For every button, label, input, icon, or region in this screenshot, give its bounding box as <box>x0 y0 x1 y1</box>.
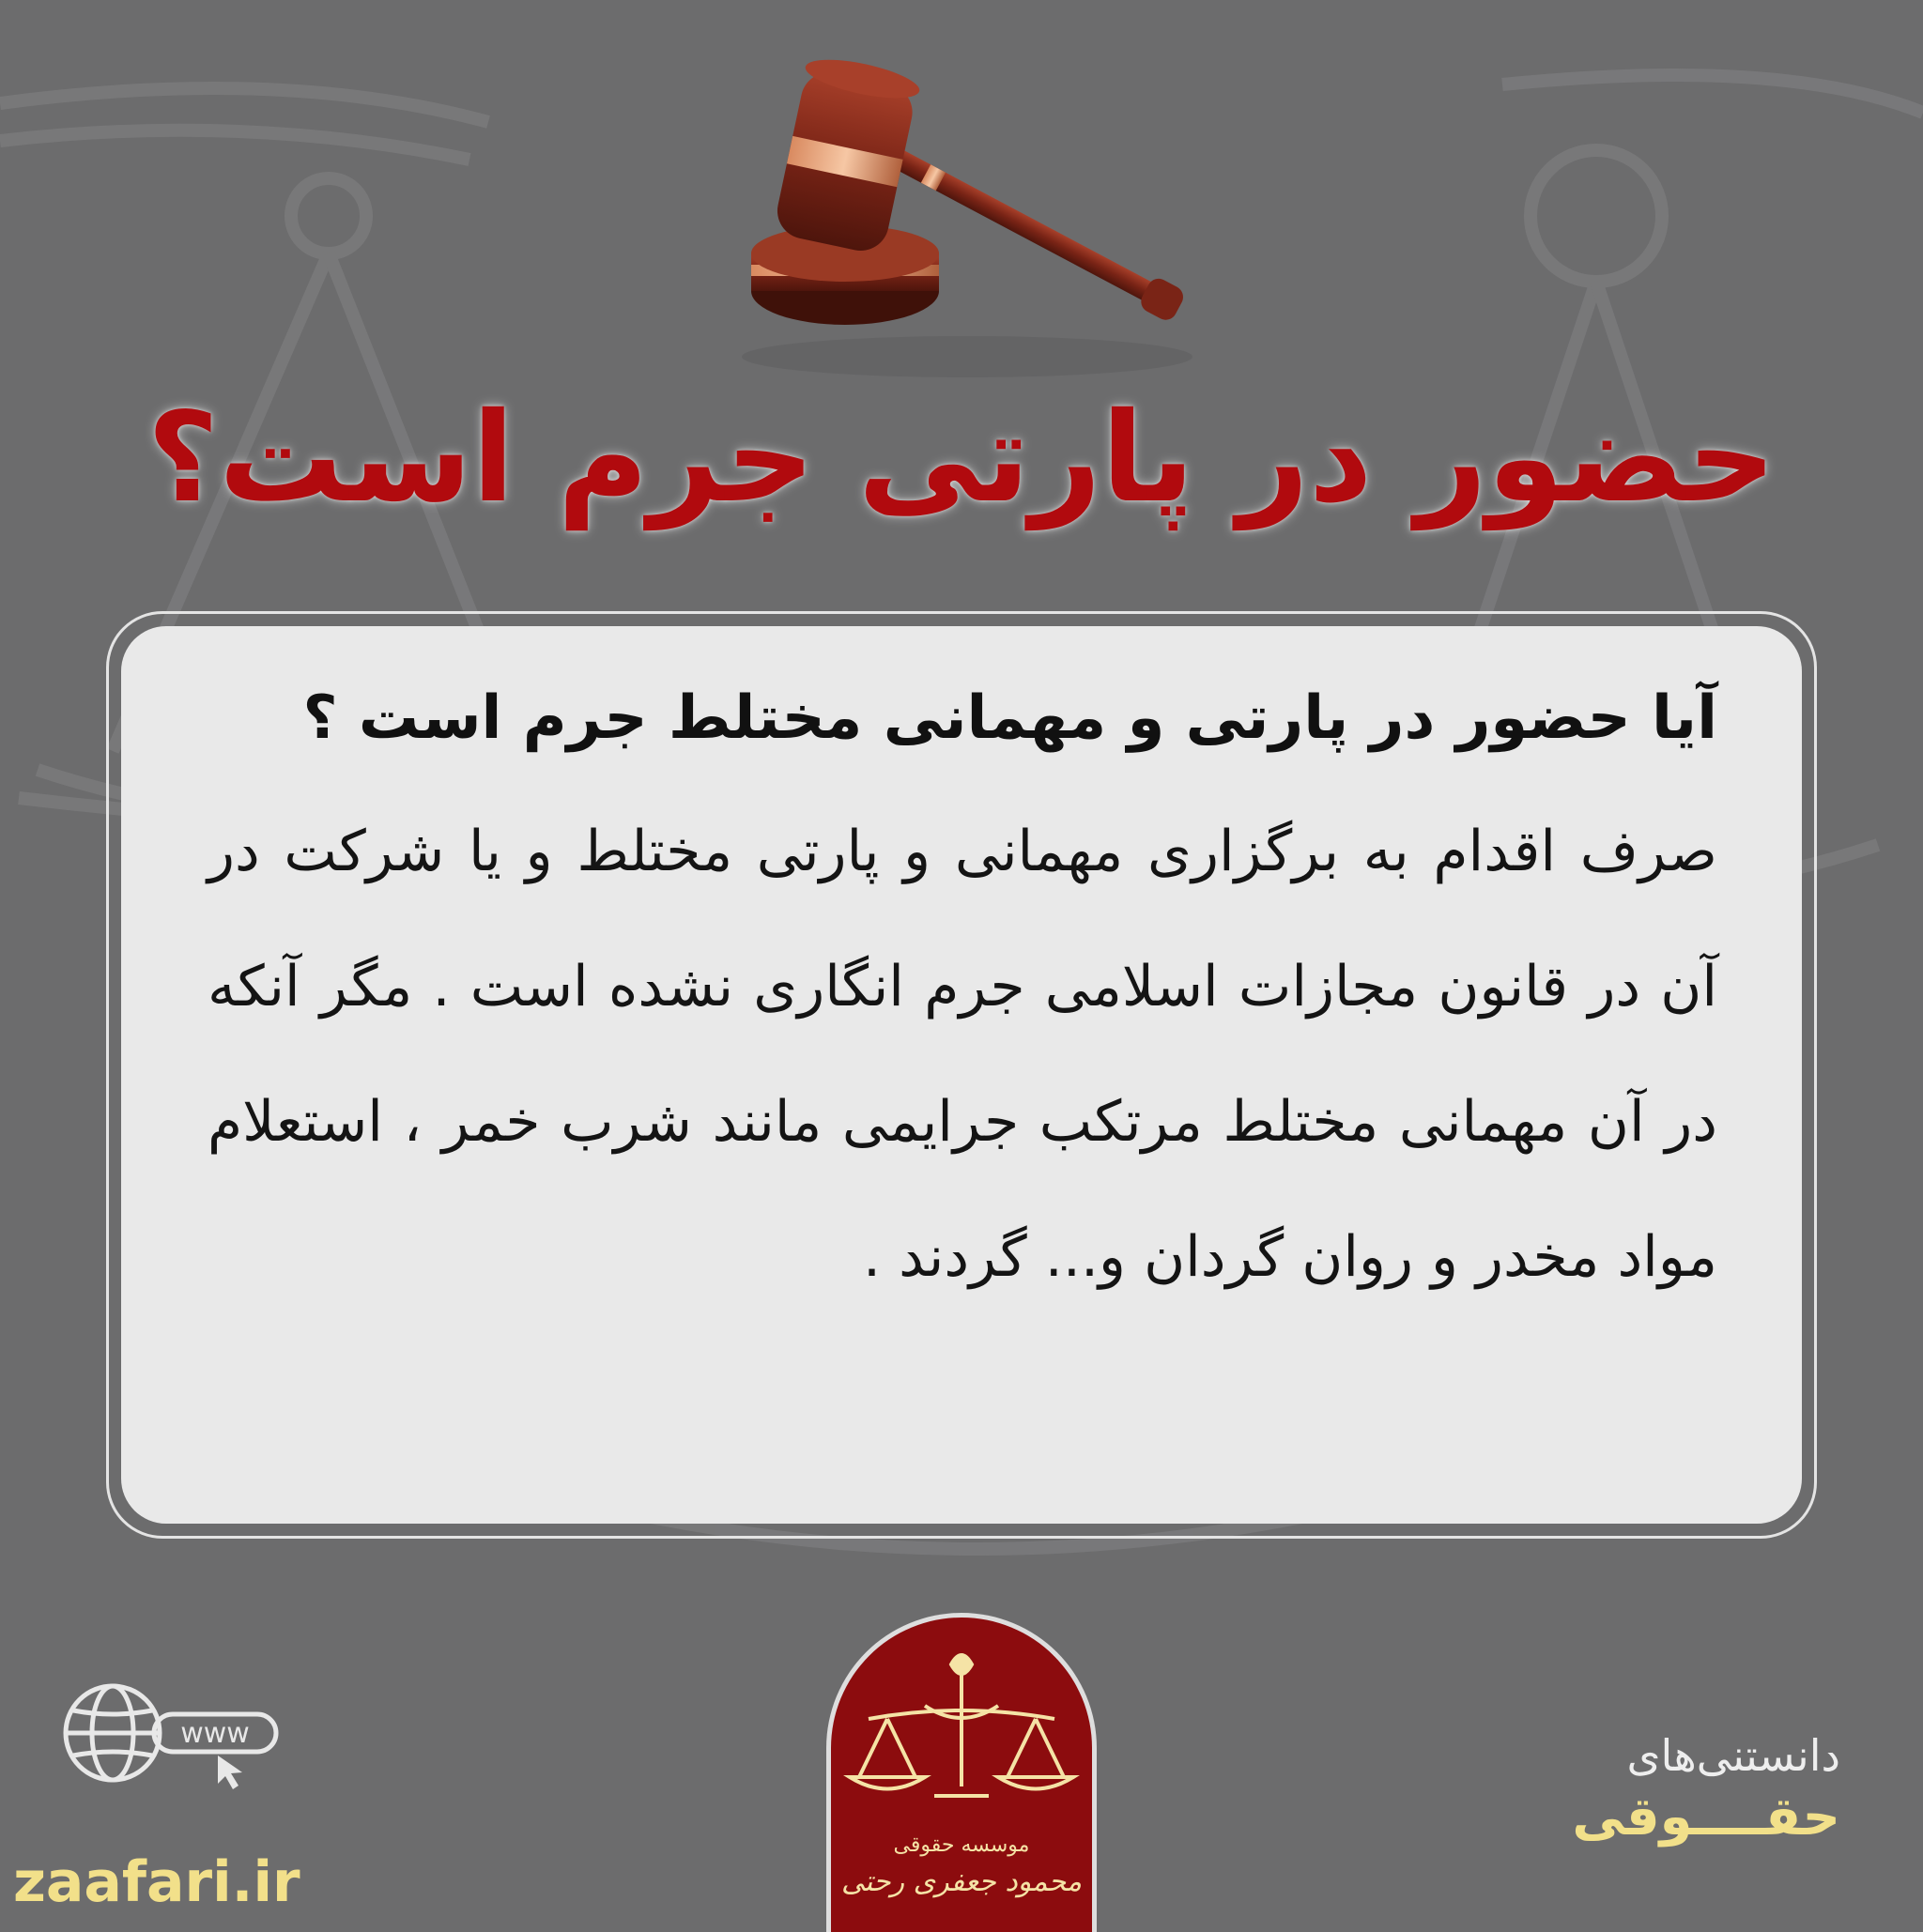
justice-scales-icon <box>831 1646 1092 1833</box>
brand-line-1: دانستنی‌های <box>1626 1730 1840 1781</box>
gavel-icon <box>714 56 1239 413</box>
website-block[interactable] <box>60 1680 379 1849</box>
content-card <box>121 626 1802 1524</box>
page-title: حضور در پارتی جرم است؟ <box>146 386 1777 530</box>
emblem-name: محمود جعفری رحتی <box>840 1865 1083 1898</box>
question-heading: آیا حضور در پارتی و مهمانی مختلط جرم است ؟ <box>302 683 1717 753</box>
www-badge-label: www <box>180 1717 250 1750</box>
answer-text: صرف اقدام به برگزاری مهمانی و پارتی مختلط و یا شرکت در آن در قانون مجازات اسلامی جرم انگاری نشده است . مگر آنکه در آن مهمانی مختلط مرتکب جرایمی مانند شرب خمر ، استعلام مواد مخدر و روان گردان و... گردند . <box>208 819 1717 1290</box>
institute-emblem <box>826 1613 1097 1932</box>
website-link[interactable]: zaafari.ir <box>13 1849 300 1915</box>
globe-www-icon <box>60 1680 285 1793</box>
emblem-subtitle: موسسه حقوقی <box>893 1833 1030 1857</box>
brand-line-2: حقــــوقی <box>1572 1786 1840 1848</box>
